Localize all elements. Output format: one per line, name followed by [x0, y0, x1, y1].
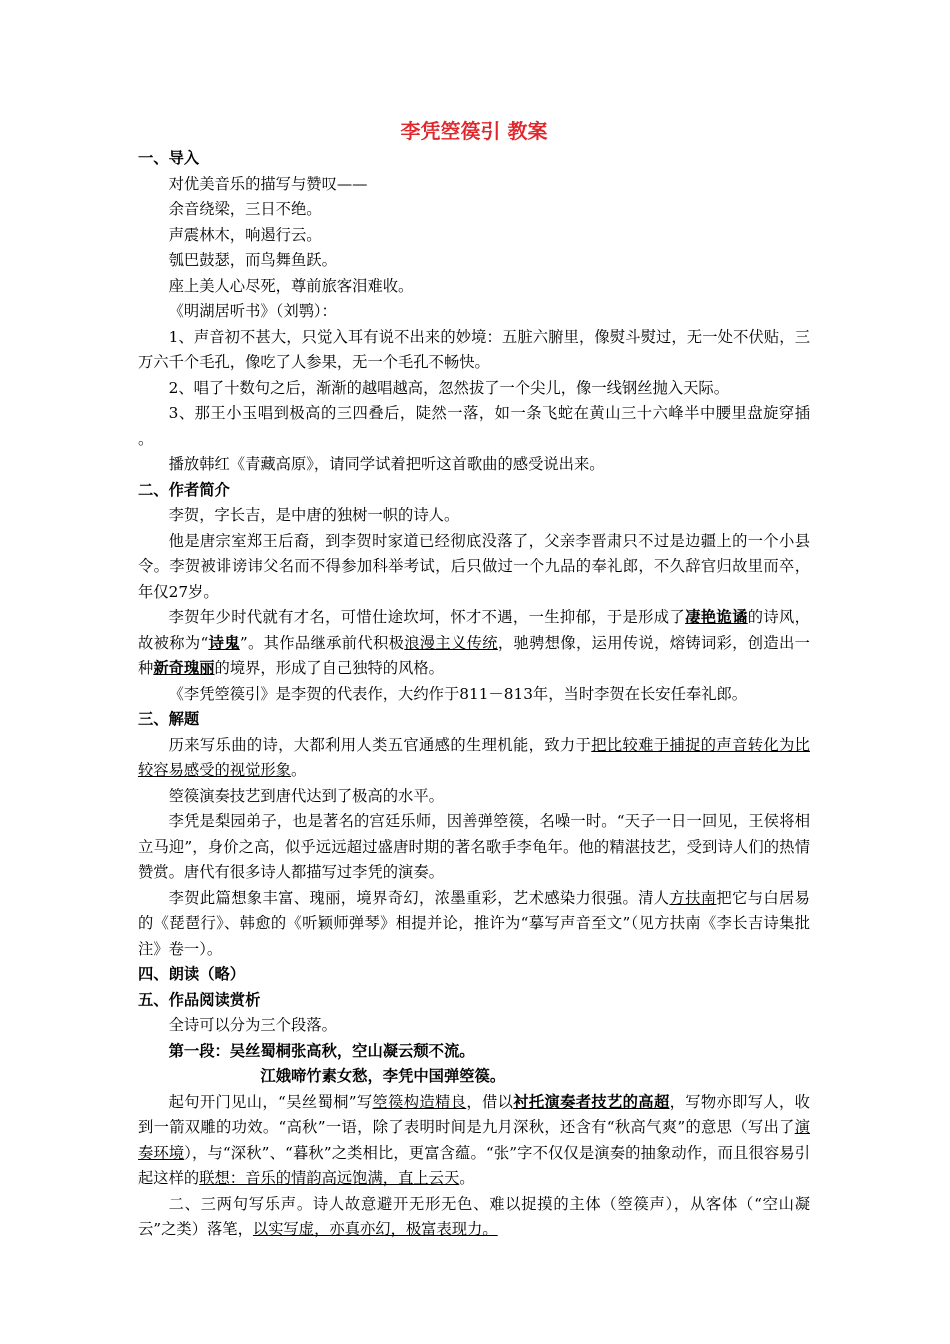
text-run: 李贺此篇想象丰富、瑰丽，境界奇幻，浓墨重彩，艺术感染力很强。清人	[168, 888, 670, 907]
text-run: ”。其作品继承前代积极	[239, 633, 405, 652]
paragraph	[138, 605, 810, 682]
key-phrase: 新奇瑰丽	[153, 659, 215, 677]
text-run: 的境界，形成了自己独特的风格。	[214, 659, 444, 677]
key-phrase: 把比较难于捕捉的声音转化为比较容易感受的视觉形象	[138, 735, 810, 779]
quote-line: 声震林木，响遏行云。	[168, 225, 322, 244]
paragraph: 箜篌演奏技艺到唐代达到了极高的水平。	[168, 786, 444, 805]
paragraph: 对优美音乐的描写与赞叹——	[168, 174, 368, 193]
section-heading-title-explain: 三、解题	[138, 710, 200, 728]
text-run: ），与“深秋”、“暮秋”之类相比，更富含蕴。“张”字不仅仅是演奏的抽象动作，而且很容易引起这样的	[138, 1143, 810, 1187]
paragraph: 他是唐宗室郑王后裔，到李贺时家道已经彻底没落了，父亲李晋肃只不过是边疆上的一个小县令。李贺被诽谤讳父名而不得参加科举考试，后只做过一个九品的奉礼郎，不久辞官归故里而卒，年仅27岁。	[138, 531, 810, 601]
text-run: 。	[290, 761, 307, 779]
paragraph	[138, 1192, 810, 1243]
paragraph: 《李凭箜篌引》是李贺的代表作，大约作于811－813年，当时李贺在长安任奉礼郎。	[168, 684, 748, 703]
section-heading-author: 二、作者简介	[138, 480, 230, 499]
section-heading-intro: 一、导入	[138, 149, 200, 167]
section-heading-analysis: 五、作品阅读赏析	[138, 990, 261, 1009]
text-run: 二、三两句写乐声。诗人故意避开无形无色、难以捉摸的主体（箜篌声），从客体（“空山凝云”之类）落笔，	[138, 1194, 810, 1238]
paragraph	[138, 886, 810, 963]
text-run: ，驰骋想像，运用传说，熔铸词彩，创造出一种	[138, 633, 810, 677]
text-run: ，写物亦即写人，收到一箭双雕的功效。“高秋”一语，除了表明时间是九月深秋，还含有“秋高气爽”的意思（写出了	[138, 1092, 810, 1136]
quote-line: 余音绕梁，三日不绝。	[168, 200, 322, 218]
source-line: 《明湖居听书》（刘鹗）：	[168, 302, 337, 320]
paragraph	[138, 1090, 810, 1192]
key-phrase: 箜篌构造精良	[372, 1092, 467, 1111]
document-body	[138, 118, 810, 1243]
key-phrase: 联想：音乐的情韵高远饱满，直上云天	[199, 1169, 460, 1187]
text-run: 的诗风，故被称为“	[138, 608, 810, 652]
key-phrase: 衬托演奏者技艺的高超	[513, 1092, 670, 1111]
section-heading-reading: 四、朗读（略）	[138, 965, 246, 983]
key-phrase: 诗鬼	[208, 633, 240, 652]
key-phrase: 以实写虚，亦真亦幻，极富表现力。	[252, 1220, 498, 1238]
key-phrase: 凄艳诡谲	[685, 608, 748, 626]
paragraph: 3、那王小玉唱到极高的三四叠后，陡然一落，如一条飞蛇在黄山三十六峰半中腰里盘旋穿插 。	[138, 404, 810, 448]
text-run: 。	[459, 1169, 475, 1187]
paragraph	[138, 733, 810, 784]
paragraph: 1、声音初不甚大，只觉入耳有说不出来的妙境：五脏六腑里，像熨斗熨过，无一处不伏贴，三万六千个毛孔，像吃了人参果，无一个毛孔不畅快。	[138, 327, 810, 371]
poem-line: 第一段：吴丝蜀桐张高秋，空山凝云颓不流。	[168, 1041, 475, 1060]
quote-line: 座上美人心尽死，尊前旅客泪难收。	[168, 276, 414, 295]
key-phrase: 浪漫主义传统	[404, 633, 498, 652]
text-run: 李贺年少时代就有才名，可惜仕途坎坷，怀才不遇，一生抑郁，于是形成了	[168, 608, 686, 626]
poem-line: 江娥啼竹素女愁，李凭中国弹箜篌。	[260, 1067, 506, 1085]
quote-line: 瓠巴鼓瑟，而鸟舞鱼跃。	[168, 251, 337, 269]
key-phrase: 演奏环境	[138, 1118, 810, 1162]
text-run: 把它与白居易的《琵琶行》、韩愈的《听颖师弹琴》相提并论，推许为“摹写声音至文”（见方扶南《李长吉诗集批注》卷一）。	[138, 888, 810, 958]
key-phrase: 方扶南	[669, 888, 717, 907]
text-run: 起句开门见山，“吴丝蜀桐”写	[168, 1092, 373, 1111]
paragraph: 李贺，字长吉，是中唐的独树一帜的诗人。	[168, 506, 460, 524]
paragraph: 全诗可以分为三个段落。	[168, 1016, 337, 1034]
paragraph: 李凭是梨园弟子，也是著名的宫廷乐师，因善弹箜篌，名噪一时。“天子一日一回见，王侯将相立马迎”，身价之高，似乎远远超过盛唐时期的著名歌手李龟年。他的精湛技艺，受到诗人们的热情赞赏。唐代有很多诗人都描写过李凭的演奏。	[138, 812, 810, 881]
page-title: 李凭箜篌引 教案	[400, 119, 548, 143]
paragraph: 2、唱了十数句之后，渐渐的越唱越高，忽然拔了一个尖儿，像一线钢丝抛入天际。	[168, 378, 730, 397]
paragraph: 播放韩红《青藏高原》，请同学试着把听这首歌曲的感受说出来。	[168, 455, 605, 473]
text-run: ，借以	[466, 1092, 514, 1111]
text-run: 历来写乐曲的诗，大都利用人类五官通感的生理机能，致力于	[168, 735, 592, 754]
